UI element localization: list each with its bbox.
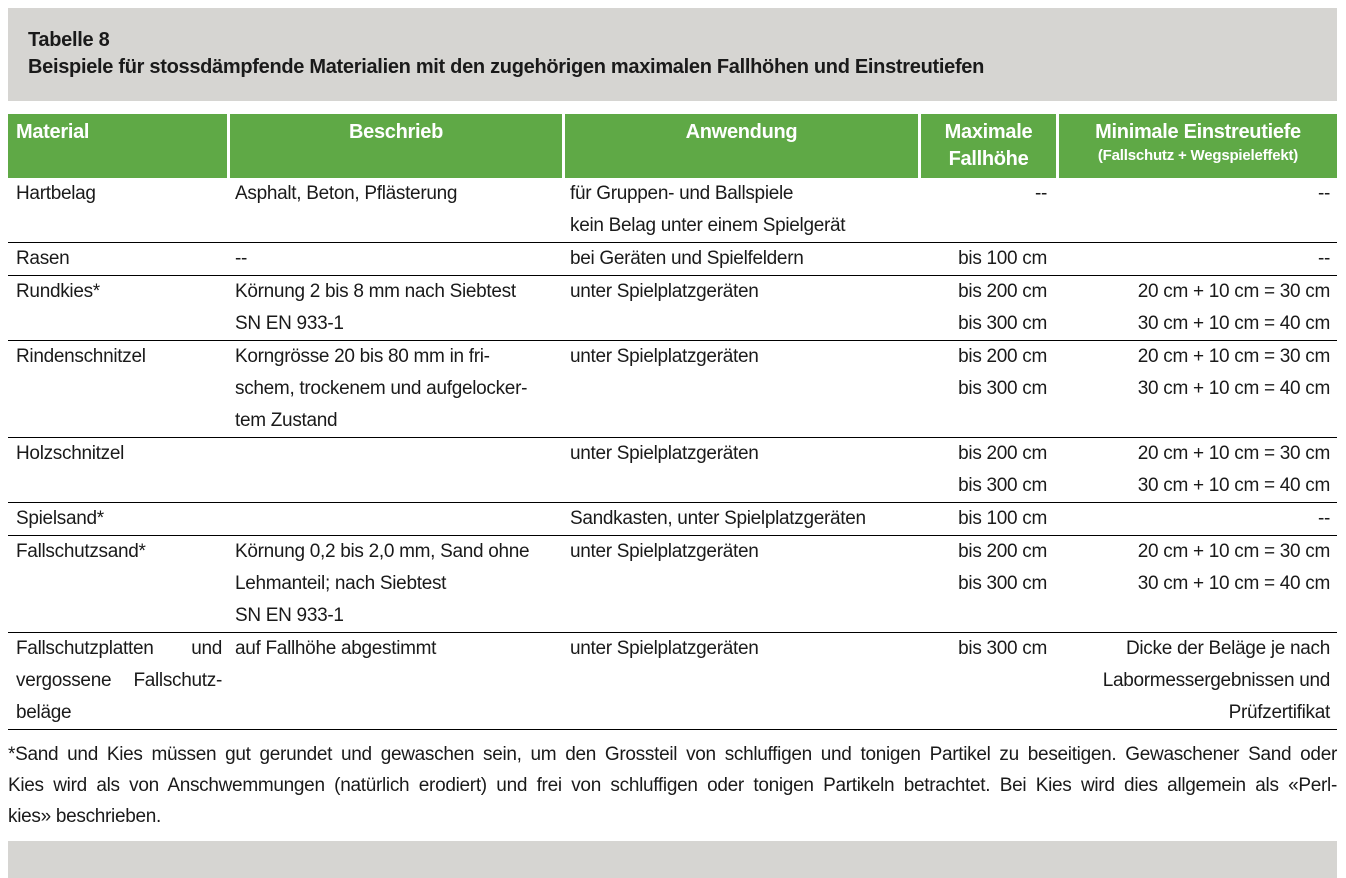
- table-header-row: [8, 114, 1337, 178]
- materials-table: [8, 114, 1337, 730]
- cell-fallhoehe: [918, 633, 1056, 729]
- cell-line: --: [1317, 508, 1330, 529]
- cell-line: Körnung 0,2 bis 2,0 mm, Sand ohne: [235, 541, 530, 562]
- cell-einstreutiefe: [1056, 276, 1337, 340]
- cell-line: 20 cm + 10 cm = 30 cm: [1137, 541, 1330, 562]
- table-row: [8, 633, 1337, 730]
- cell-line: bis 200 cm: [958, 281, 1047, 302]
- cell-line: 20 cm + 10 cm = 30 cm: [1137, 281, 1330, 302]
- cell-einstreutiefe: [1056, 633, 1337, 729]
- content-area: [8, 8, 1337, 878]
- cell-fallhoehe: [918, 341, 1056, 437]
- cell-line: 30 cm + 10 cm = 40 cm: [1137, 475, 1330, 496]
- cell-line: beläge: [16, 702, 72, 723]
- footnote-line: Kies wird als von Anschwemmungen (natürlich erodiert) und frei von schluffigen oder tonigen Partikeln betrachtet. Bei Kies wird dies allgemein als «Perl-: [8, 775, 1337, 796]
- cell-line: 30 cm + 10 cm = 40 cm: [1137, 378, 1330, 399]
- cell-line: für Gruppen- und Ballspiele: [570, 183, 794, 204]
- cell-line: [235, 438, 556, 470]
- column-header-material: Material: [16, 121, 90, 143]
- cell-material: [8, 536, 227, 632]
- cell-einstreutiefe: [1056, 341, 1337, 437]
- cell-material: [8, 178, 227, 242]
- cell-line: --: [1034, 183, 1047, 204]
- footnote: [8, 730, 1337, 832]
- cell-line: Rindenschnitzel: [16, 346, 146, 367]
- cell-material: [8, 503, 227, 535]
- cell-line: Prüfzertifikat: [1228, 702, 1330, 723]
- cell-line: kein Belag unter einem Spielgerät: [570, 215, 846, 236]
- column-header-fallhoehe: [918, 114, 1056, 178]
- cell-beschrieb: [227, 503, 562, 535]
- table-row: [8, 503, 1337, 536]
- cell-line: auf Fallhöhe abgestimmt: [235, 638, 437, 659]
- cell-line: tem Zustand: [235, 410, 338, 431]
- cell-anwendung: [562, 438, 918, 502]
- cell-line: bis 200 cm: [958, 346, 1047, 367]
- cell-beschrieb: [227, 341, 562, 437]
- table-number-label: Tabelle 8: [28, 29, 110, 51]
- cell-line: bis 300 cm: [958, 475, 1047, 496]
- cell-line: unter Spielplatzgeräten: [570, 541, 759, 562]
- cell-line: Sandkasten, unter Spielplatzgeräten: [570, 508, 866, 529]
- cell-material: [8, 276, 227, 340]
- cell-line: Labormessergebnissen und: [1102, 670, 1330, 691]
- cell-line: Fallschutzsand*: [16, 541, 146, 562]
- cell-einstreutiefe: [1056, 178, 1337, 242]
- cell-line: unter Spielplatzgeräten: [570, 638, 759, 659]
- cell-line: Körnung 2 bis 8 mm nach Siebtest: [235, 281, 516, 302]
- table-row: [8, 178, 1337, 243]
- cell-einstreutiefe: [1056, 438, 1337, 502]
- cell-line: Hartbelag: [16, 183, 96, 204]
- cell-line: Fallschutzplatten und: [16, 638, 222, 659]
- cell-line: Dicke der Beläge je nach: [1125, 638, 1330, 659]
- cell-anwendung: [562, 276, 918, 340]
- cell-line: bis 100 cm: [958, 508, 1047, 529]
- cell-line: unter Spielplatzgeräten: [570, 443, 759, 464]
- cell-anwendung: [562, 503, 918, 535]
- cell-line: bis 300 cm: [958, 313, 1047, 334]
- cell-line: 20 cm + 10 cm = 30 cm: [1137, 346, 1330, 367]
- cell-fallhoehe: [918, 438, 1056, 502]
- cell-line: Holzschnitzel: [16, 443, 125, 464]
- bottom-band: [8, 841, 1337, 878]
- cell-line: --: [235, 248, 248, 269]
- cell-line: [235, 503, 556, 535]
- table-row: [8, 536, 1337, 633]
- table-row: [8, 341, 1337, 438]
- cell-beschrieb: [227, 243, 562, 275]
- table-title: Beispiele für stossdämpfende Materialien mit den zugehörigen maximalen Fallhöhen und Einstreutiefen: [28, 56, 985, 78]
- cell-anwendung: [562, 536, 918, 632]
- cell-material: [8, 243, 227, 275]
- cell-material: [8, 341, 227, 437]
- cell-material: [8, 633, 227, 729]
- cell-line: SN EN 933-1: [235, 313, 344, 334]
- cell-line: Korngrösse 20 bis 80 mm in fri-: [235, 346, 490, 367]
- column-header-fallhoehe-line2: Fallhöhe: [948, 148, 1029, 170]
- cell-fallhoehe: [918, 178, 1056, 242]
- cell-line: Rundkies*: [16, 281, 100, 302]
- cell-fallhoehe: [918, 503, 1056, 535]
- table-row: [8, 243, 1337, 276]
- cell-line: bis 100 cm: [958, 248, 1047, 269]
- column-header-beschrieb: Beschrieb: [227, 114, 562, 178]
- cell-line: vergossene Fallschutz-: [16, 670, 222, 691]
- cell-line: unter Spielplatzgeräten: [570, 346, 759, 367]
- column-header-fallhoehe-line1: Maximale: [944, 121, 1033, 143]
- title-band: [8, 8, 1337, 101]
- cell-line: 30 cm + 10 cm = 40 cm: [1137, 573, 1330, 594]
- footnote-line: *Sand und Kies müssen gut gerundet und gewaschen sein, um den Grossteil von schluffigen und tonigen Partikel zu beseitigen. Gewaschener Sand oder: [8, 744, 1337, 765]
- cell-line: bis 300 cm: [958, 378, 1047, 399]
- cell-line: --: [1317, 248, 1330, 269]
- cell-einstreutiefe: [1056, 243, 1337, 275]
- column-header-einstreutiefe-line2: (Fallschutz + Wegspieleffekt): [1097, 147, 1299, 164]
- cell-beschrieb: [227, 178, 562, 242]
- cell-fallhoehe: [918, 536, 1056, 632]
- cell-anwendung: [562, 341, 918, 437]
- cell-line: bei Geräten und Spielfeldern: [570, 248, 804, 269]
- cell-line: 30 cm + 10 cm = 40 cm: [1137, 313, 1330, 334]
- table-row: [8, 438, 1337, 503]
- cell-line: Lehmanteil; nach Siebtest: [235, 573, 447, 594]
- column-header-einstreutiefe-line1: Minimale Einstreutiefe: [1095, 121, 1301, 143]
- cell-anwendung: [562, 178, 918, 242]
- cell-line: Spielsand*: [16, 508, 104, 529]
- cell-line: bis 300 cm: [958, 638, 1047, 659]
- cell-beschrieb: [227, 438, 562, 502]
- cell-einstreutiefe: [1056, 503, 1337, 535]
- cell-anwendung: [562, 633, 918, 729]
- cell-material: [8, 438, 227, 502]
- cell-beschrieb: [227, 276, 562, 340]
- column-header-einstreutiefe: [1056, 114, 1337, 178]
- cell-einstreutiefe: [1056, 536, 1337, 632]
- cell-line: --: [1317, 183, 1330, 204]
- cell-line: bis 300 cm: [958, 573, 1047, 594]
- cell-line: bis 200 cm: [958, 541, 1047, 562]
- cell-line: schem, trockenem und aufgelocker-: [235, 378, 528, 399]
- cell-beschrieb: [227, 536, 562, 632]
- cell-line: Rasen: [16, 248, 70, 269]
- cell-anwendung: [562, 243, 918, 275]
- cell-fallhoehe: [918, 243, 1056, 275]
- footnote-line: kies» beschrieben.: [8, 806, 162, 827]
- table-row: [8, 276, 1337, 341]
- cell-line: unter Spielplatzgeräten: [570, 281, 759, 302]
- cell-line: Asphalt, Beton, Pflästerung: [235, 183, 458, 204]
- cell-fallhoehe: [918, 276, 1056, 340]
- cell-line: bis 200 cm: [958, 443, 1047, 464]
- cell-line: 20 cm + 10 cm = 30 cm: [1137, 443, 1330, 464]
- column-header-anwendung: Anwendung: [562, 114, 918, 178]
- cell-line: SN EN 933-1: [235, 605, 344, 626]
- cell-beschrieb: [227, 633, 562, 729]
